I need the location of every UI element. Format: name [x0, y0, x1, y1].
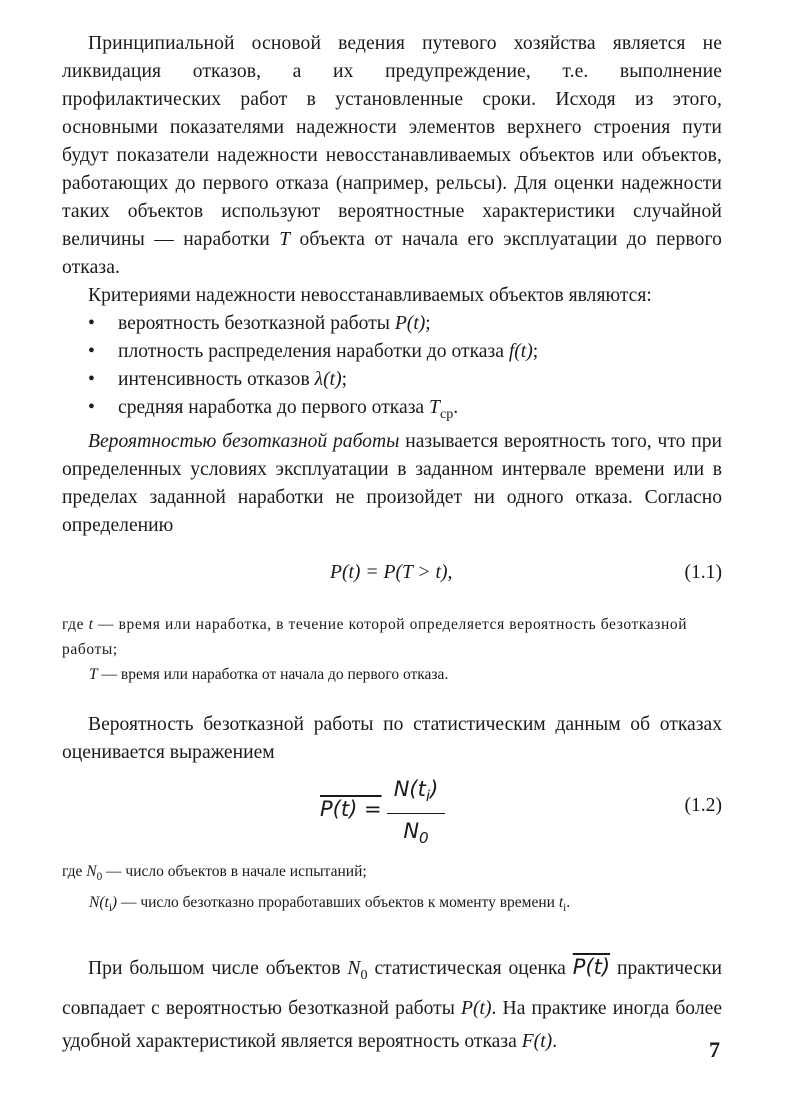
bullet-icon: •: [88, 397, 95, 418]
paragraph-intro: [62, 30, 722, 282]
legend-item: где t — время или наработка, в течение которой определяется вероятность безотказной работы;: [62, 615, 688, 658]
paragraph-intro-text: Принципиальной основой ведения путевого хозяйства является не ликвидация отказов, а их предупреждение, т.е. выполнение профилактических работ в установленные сроки. Исходя из этого, основными показателями надежности элементов верхнего строения пути будут показатели надежности невосстанавливаемых объектов или объектов, работающих до первого отказа (например, рельсы). Для оценки надежности таких объектов используют вероятностные характеристики случайной величины — наработки: [62, 33, 722, 250]
fraction-denominator: $N_0$: [403, 819, 429, 848]
formula-1-2-number: (1.2): [684, 794, 722, 816]
paragraph-conclusion: При большом числе объектов $N_0$ статистическая оценка P(t) практически совпадает с вероятностью безотказной работы P(t). На практике иногда более удобной характеристикой является вероятность отказа F(t).: [62, 955, 723, 1052]
definition-paragraph: Вероятностью безотказной работы называется вероятность того, что при определенных условиях эксплуатации в заданном интервале времени или в пределах заданной наработки не произойдет ни одного отказа. Согласно определению: [62, 430, 722, 536]
legend-item: T — время или наработка от начала до первого отказа.: [89, 665, 449, 683]
paragraph-intro-end: объекта от начала его эксплуатации до первого отказа.: [62, 229, 723, 278]
list-item: • интенсивность отказов λ(t);: [62, 366, 722, 394]
formula-1-1-expression: P(t) = P(T > t),: [330, 561, 453, 583]
bullet-icon: •: [88, 313, 95, 334]
list-item: • плотность распределения наработки до отказа f(t);: [62, 338, 722, 366]
page-content: [62, 30, 722, 1058]
criteria-intro: Критериями надежности невосстанавливаемых объектов являются:: [88, 285, 652, 306]
bullet-icon: •: [88, 341, 95, 362]
legend-item: где $N_0$ — число объектов в начале испытаний;: [62, 862, 367, 883]
formula-1-1-legend: [62, 612, 722, 687]
var-T: T: [279, 229, 291, 250]
estimate-symbol: P(t): [572, 955, 611, 980]
list-item: • средняя наработка до первого отказа $T_{ср}$.: [62, 394, 722, 428]
list-item: • вероятность безотказной работы P(t);: [62, 310, 722, 338]
bullet-icon: •: [88, 369, 95, 390]
fraction-numerator: $N(t_i)$: [393, 776, 439, 806]
page-number: 7: [709, 1037, 720, 1062]
formula-1-2-legend: [62, 859, 722, 921]
formula-1-1-number: (1.1): [684, 561, 722, 583]
fraction-bar: [387, 813, 445, 814]
formula-1-2-fraction: [387, 775, 445, 851]
legend-item: $N(t_i)$ — число безотказно проработавших объектов к моменту времени $t_i$.: [89, 894, 571, 915]
formula-1-2-left: P(t) =: [320, 796, 382, 821]
formula-1-2: [62, 767, 722, 859]
criteria-list: [62, 310, 722, 428]
definition-term: Вероятностью безотказной работы: [88, 430, 400, 452]
formula-1-1: [62, 540, 722, 612]
paragraph-estimate: Вероятность безотказной работы по статистическим данным об отказах оценивается выражением: [62, 713, 722, 763]
